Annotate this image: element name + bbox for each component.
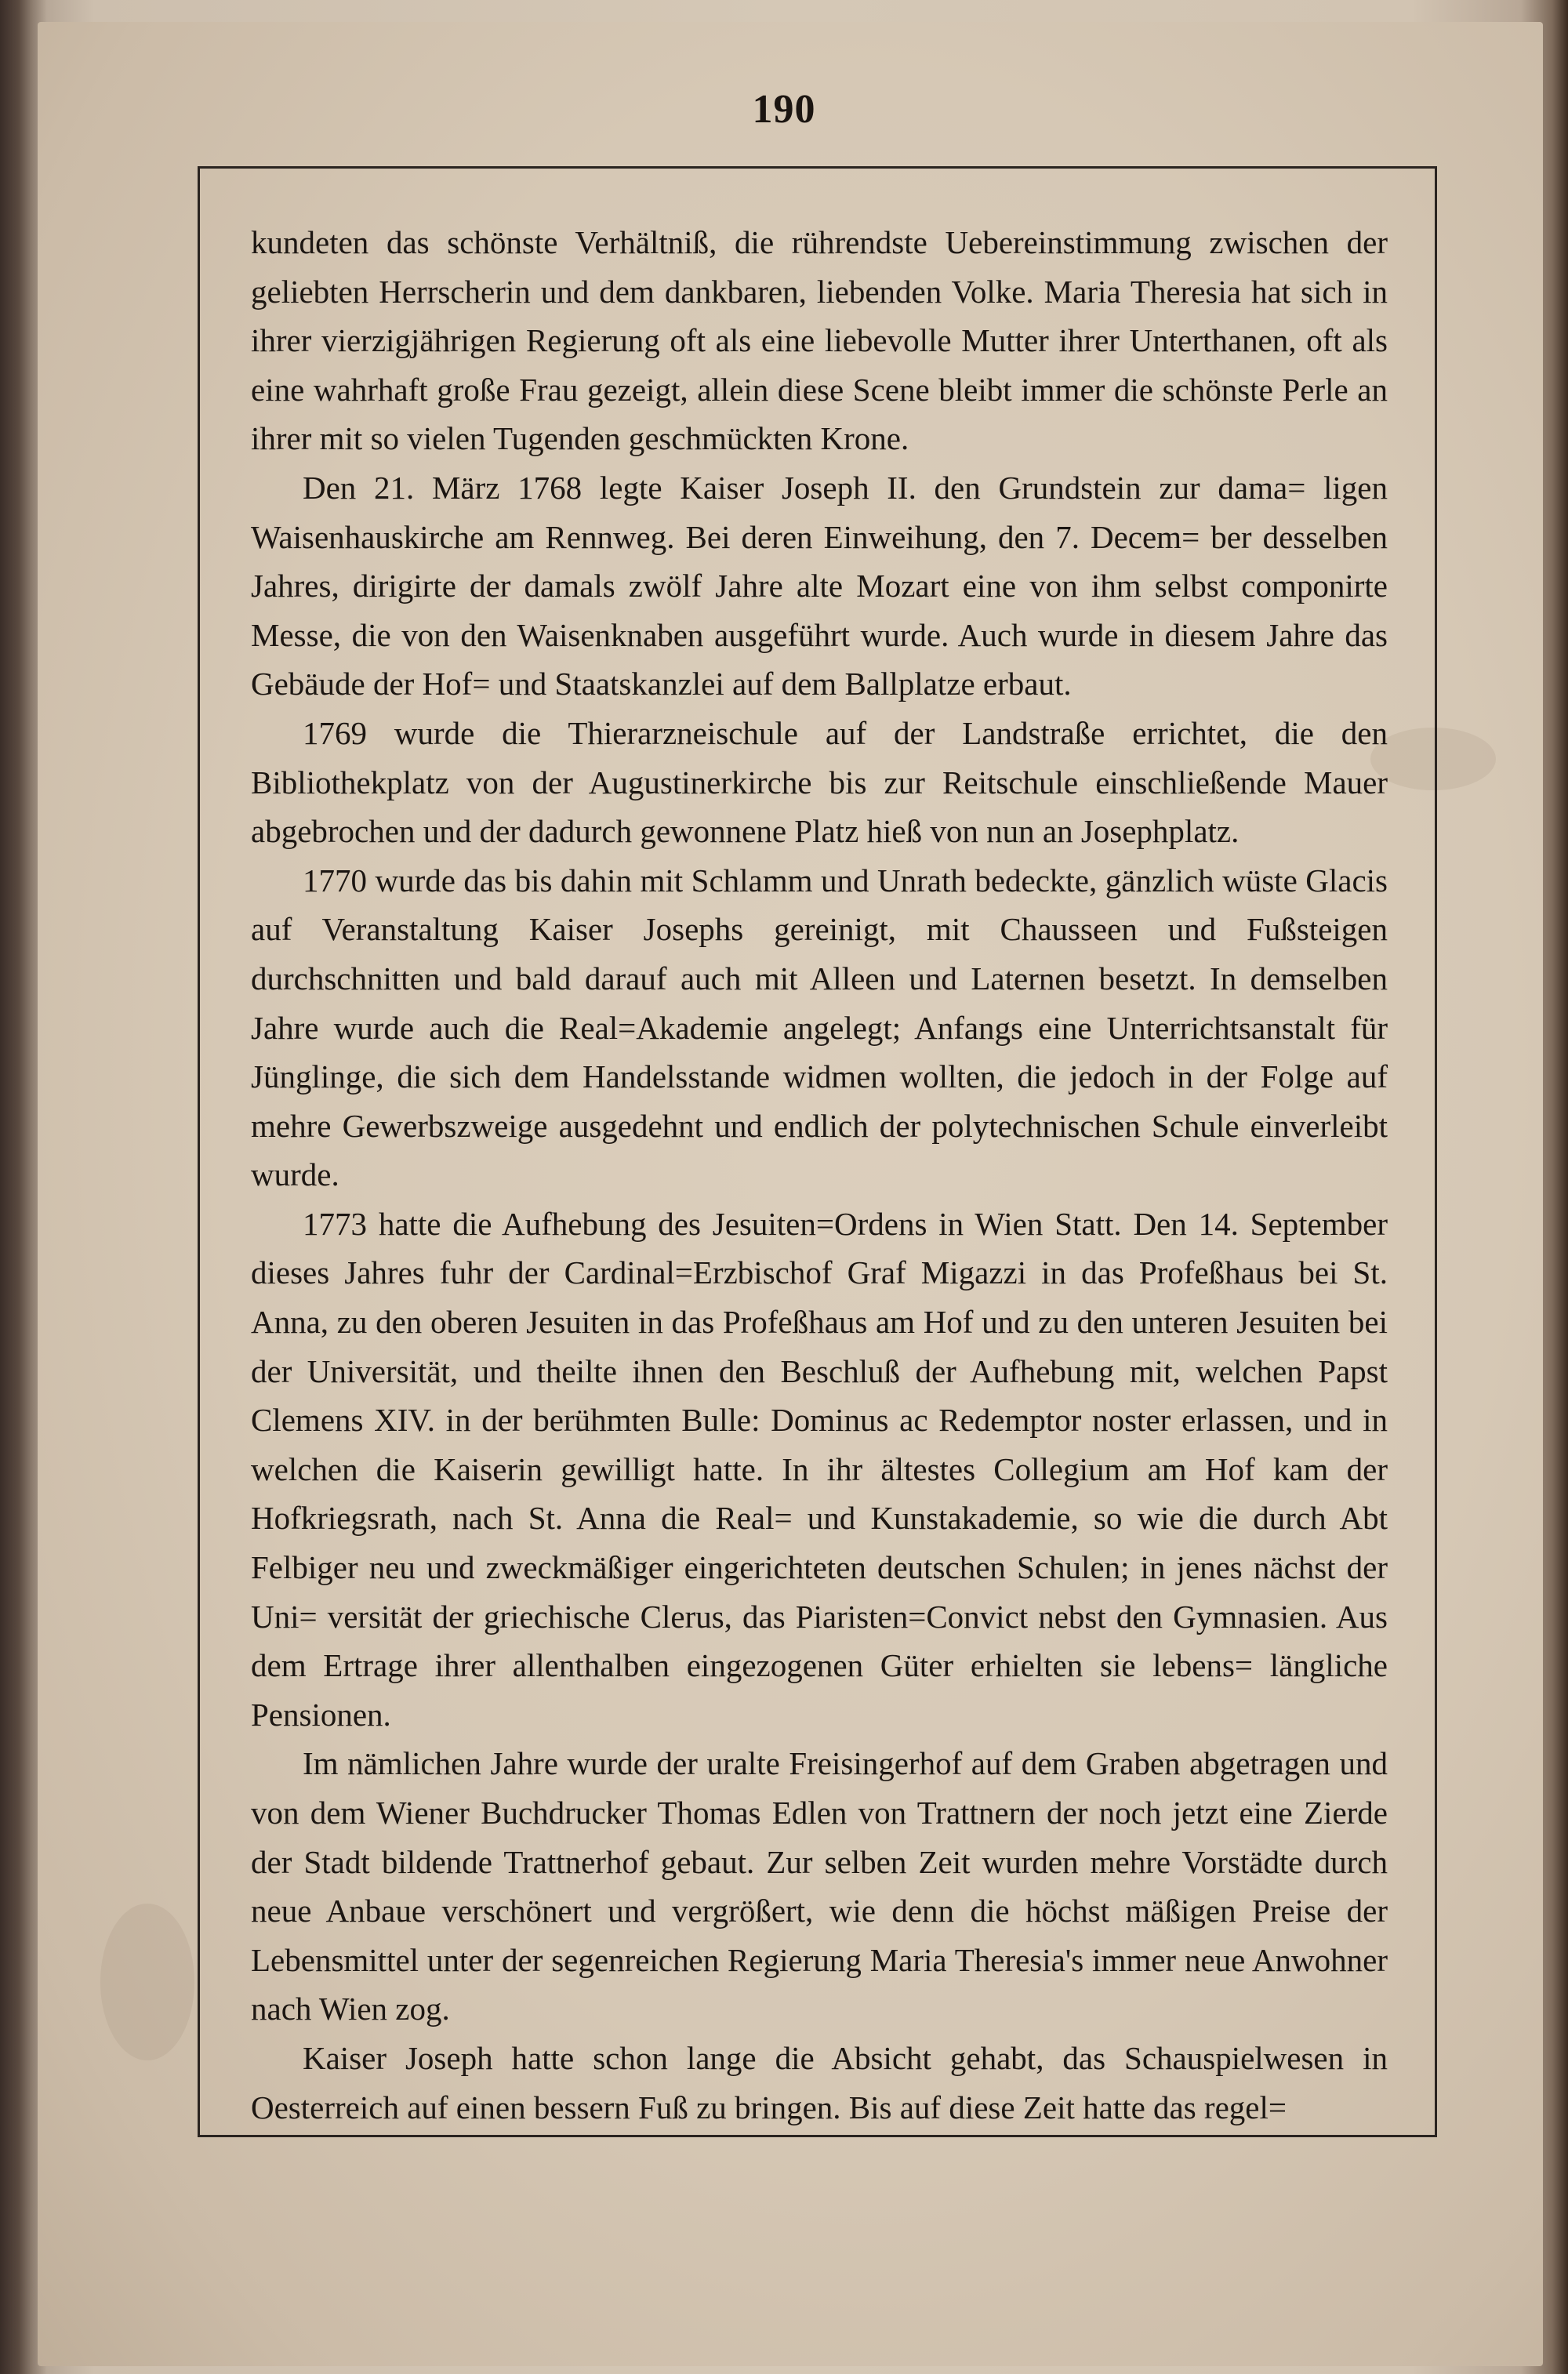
body-text xyxy=(251,218,1388,2132)
paragraph: 1773 hatte die Aufhebung des Jesuiten=Ordens in Wien Statt. Den 14. September dieses Jahres fuhr der Cardinal=Erzbischof Graf Migazzi in das Profeßhaus bei St. Anna, zu den oberen Jesuiten in das Profeßhaus am Hof und zu den unteren Jesuiten bei der Universität, und theilte ihnen den Beschluß der Aufhebung mit, welchen Papst Clemens XIV. in der berühmten Bulle: Dominus ac Redemptor noster erlassen, und in welchen die Kaiserin gewilligt hatte. In ihr ältestes Collegium am Hof kam der Hofkriegsrath, nach St. Anna die Real= und Kunstakademie, so wie die durch Abt Felbiger neu und zweckmäßiger eingerichteten deutschen Schulen; in jenes nächst der Uni= versität der griechische Clerus, das Piaristen=Convict nebst den Gymnasien. Aus dem Ertrage ihrer allenthalben eingezogenen Güter erhielten sie lebens= längliche Pensionen. xyxy=(251,1205,1388,1733)
paragraph: 1770 wurde das bis dahin mit Schlamm und Unrath bedeckte, gänzlich wüste Glacis auf Veranstaltung Kaiser Josephs gereinigt, mit Chausseen und Fußsteigen durchschnitten und bald darauf auch mit Alleen und Laternen besetzt. In demselben Jahre wurde auch die Real=Akademie angelegt; Anfangs eine Unterrichtsanstalt für Jünglinge, die sich dem Handelsstande widmen wollten, die jedoch in der Folge auf mehre Gewerbszweige ausgedehnt und endlich der polytechnischen Schule einverleibt wurde. xyxy=(251,862,1388,1193)
page-number: 190 xyxy=(752,87,816,132)
paragraph: kundeten das schönste Verhältniß, die rührendste Uebereinstimmung zwischen der geliebten Herrscherin und dem dankbaren, liebenden Volke. Maria Theresia hat sich in ihrer vierzigjährigen Regierung oft als eine liebevolle Mutter ihrer Unterthanen, oft als eine wahrhaft große Frau gezeigt, allein diese Scene bleibt immer die schönste Perle an ihrer mit so vielen Tugenden geschmückten Krone. xyxy=(251,224,1388,457)
paragraph: Im nämlichen Jahre wurde der uralte Freisingerhof auf dem Graben abgetragen und von dem Wiener Buchdrucker Thomas Edlen von Trattnern der noch jetzt eine Zierde der Stadt bildende Trattnerhof gebaut. Zur selben Zeit wurden mehre Vorstädte durch neue Anbaue verschönert und vergrößert, wie denn die höchst mäßigen Preise der Lebensmittel unter der segenreichen Regierung Maria Theresia's immer neue Anwohner nach Wien zog. xyxy=(251,1745,1388,2027)
paragraph: Den 21. März 1768 legte Kaiser Joseph II. den Grundstein zur dama= ligen Waisenhauskirche am Rennweg. Bei deren Einweihung, den 7. Decem= ber desselben Jahres, dirigirte der damals zwölf Jahre alte Mozart eine von ihm selbst componirte Messe, die von den Waisenknaben ausgeführt wurde. Auch wurde in diesem Jahre das Gebäude der Hof= und Staatskanzlei auf dem Ballplatze erbaut. xyxy=(251,469,1388,702)
paper-stain xyxy=(100,1904,194,2060)
paragraph: Kaiser Joseph hatte schon lange die Absicht gehabt, das Schauspielwesen in Oesterreich auf einen bessern Fuß zu bringen. Bis auf diese Zeit hatte das regel= xyxy=(251,2039,1388,2125)
paragraph: 1769 wurde die Thierarzneischule auf der Landstraße errichtet, die den Bibliothekplatz von der Augustinerkirche bis zur Reitschule einschließende Mauer abgebrochen und der dadurch gewonnene Platz hieß von nun an Josephplatz. xyxy=(251,714,1388,850)
